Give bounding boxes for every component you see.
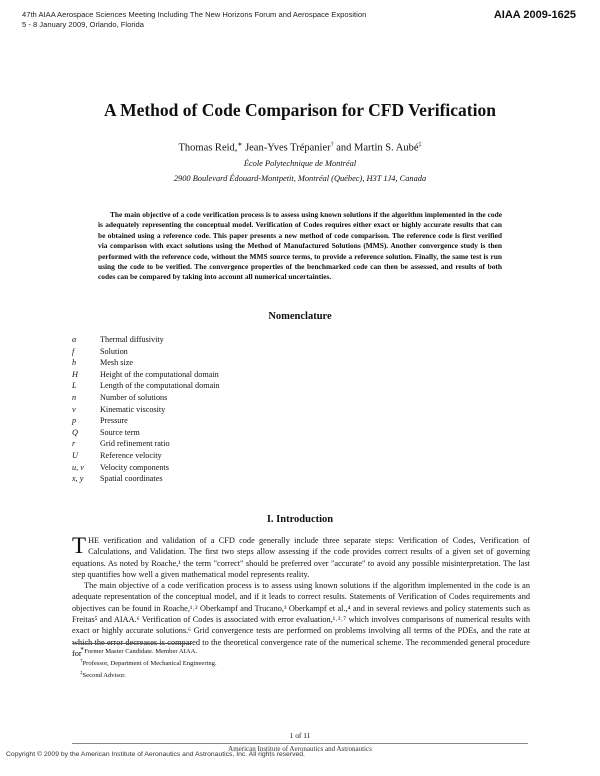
date-line: 5 - 8 January 2009, Orlando, Florida — [22, 19, 144, 29]
footnotes — [80, 645, 217, 680]
nomenclature-row — [72, 357, 220, 369]
footer-institute: American Institute of Aeronautics and Astronautics — [228, 745, 372, 753]
nomenclature-row — [72, 415, 220, 427]
nomenclature-meaning: Thermal diffusivity — [100, 335, 164, 344]
nomenclature-symbol: h — [72, 358, 77, 368]
nomenclature-meaning: Grid refinement ratio — [100, 439, 170, 449]
footnote-mark: ∗ — [80, 647, 85, 652]
footnote — [80, 645, 217, 657]
nomenclature-symbol: α — [72, 335, 77, 344]
introduction-body — [72, 535, 530, 659]
intro-paragraph-2: The main objective of a code verification process is to assess using known solutions if the algorithm implemented in the code is an adequate representation of the conceptual model, and if it leads to correct results. Statements of Verification of Codes requirements and objectives can be found in Roache,¹˒² Oberkampf and Trucano,³ Oberkampf et al.,⁴ and in several reviews and policy statements such as Freitas⁵ and AIAA.⁶ Verification of Codes is associated with error evaluation,¹˒²˒⁷ which involves comparisons of numerical results with exact or highly accurate solutions.⁶ Grid convergence tests are performed on problems involving all terms of the PDEs, and the rate at which the error decreases is compared to the theoretical convergence rate of the numerical scheme. The recommended general procedure for — [72, 581, 530, 658]
nomenclature-symbol: u, v — [72, 462, 84, 472]
nomenclature-meaning: Length of the computational domain — [100, 381, 220, 391]
nomenclature-list — [72, 334, 220, 485]
nomenclature-symbol: H — [72, 369, 78, 379]
nomenclature-symbol: ν — [72, 404, 76, 414]
author-3: and Martin S. Aubé — [333, 142, 419, 154]
author-2: Jean-Yves Trépanier — [242, 142, 331, 154]
intro-paragraph-1 — [72, 535, 530, 580]
nomenclature-symbol: x, y — [72, 474, 84, 484]
nomenclature-symbol: f — [72, 346, 75, 356]
paper-title: A Method of Code Comparison for CFD Verification — [104, 100, 496, 120]
nomenclature-row — [72, 380, 220, 392]
conference-line: 47th AIAA Aerospace Sciences Meeting Including The New Horizons Forum and Aerospace Exposition — [22, 10, 367, 19]
nomenclature-meaning: Mesh size — [100, 358, 133, 368]
nomenclature-row — [72, 462, 220, 474]
author-1: Thomas Reid, — [178, 142, 238, 154]
author-2-mark: † — [330, 142, 334, 148]
nomenclature-row — [72, 346, 220, 358]
footnote-text: Professor, Department of Mechanical Engineering. — [82, 659, 217, 667]
footnote-mark: ‡ — [80, 670, 83, 676]
abstract: The main objective of a code verification process is to assess using known solutions if the algorithm implemented in the code is adequately representing the conceptual model. Verification of Codes requires either exact or highly accurate results that can be obtained using a reference code. This paper presents a new method of code comparison. The reference code is first verified via comparison with exact solutions using the Method of Manufactured Solutions (MMS). Another convergence study is then performed with the reference code, without the MMS source terms, to provide a reference solution. Finally, the same test is run using the code to be verified. The convergence properties of the benchmarked code can then be assessed, and results of both codes can be compared by taking into account all numerical uncertainties. — [98, 210, 502, 282]
nomenclature-meaning: Number of solutions — [100, 392, 168, 402]
nomenclature-meaning: Kinematic viscosity — [100, 404, 166, 414]
nomenclature-meaning: Pressure — [100, 416, 128, 426]
nomenclature-symbol: L — [72, 381, 77, 391]
page-rule — [72, 743, 528, 744]
nomenclature-meaning: Solution — [100, 346, 128, 356]
author-1-mark: ∗ — [237, 142, 243, 148]
nomenclature-meaning: Spatial coordinates — [100, 474, 163, 484]
nomenclature-row — [72, 334, 220, 346]
nomenclature-meaning: Velocity components — [100, 462, 169, 472]
author-list — [0, 141, 600, 154]
footnote-mark: † — [80, 658, 83, 664]
nomenclature-meaning: Source term — [100, 427, 140, 437]
page-number: 1 of 11 — [289, 731, 311, 740]
affiliation-institution: École Polytechnique de Montréal — [243, 159, 357, 168]
nomenclature-row — [72, 369, 220, 381]
nomenclature-symbol: U — [72, 450, 78, 460]
intro-paragraph-1-text: HE verification and validation of a CFD code generally include three separate steps: Verification of Codes, Verification of Calculations, and Validation. The first two steps allow assessing if the code provides correct results of a given set of governing equations. As noted by Roache,¹ the term "correct" should be preferred over "accurate" to avoid any possible misinterpretation. The last step quantifies how well a given mathematical model represents reality. — [72, 536, 530, 579]
footnote — [80, 657, 217, 669]
nomenclature-row — [72, 473, 220, 485]
nomenclature-row — [72, 392, 220, 404]
nomenclature-row — [72, 450, 220, 462]
nomenclature-symbol: Q — [72, 427, 78, 437]
footnote-text: Former Master Candidate. Member AIAA. — [84, 648, 198, 656]
drop-cap: T — [72, 533, 87, 558]
nomenclature-row — [72, 427, 220, 439]
conference-header — [22, 10, 366, 29]
introduction-heading: I. Introduction — [266, 514, 334, 525]
paper-number: AIAA 2009-1625 — [493, 9, 576, 21]
author-3-mark: ‡ — [418, 142, 422, 148]
nomenclature-symbol: r — [72, 439, 76, 449]
affiliation-address: 2900 Boulevard Édouard-Montpetit, Montréal (Québec), H3T 1J4, Canada — [173, 174, 427, 183]
footnote — [80, 669, 217, 681]
nomenclature-symbol: p — [72, 416, 77, 426]
nomenclature-meaning: Height of the computational domain — [100, 369, 219, 379]
nomenclature-heading: Nomenclature — [268, 311, 332, 322]
footnote-rule — [72, 643, 192, 644]
footnote-text: Second Advisor. — [82, 671, 126, 679]
nomenclature-symbol: n — [72, 392, 77, 402]
nomenclature-row — [72, 438, 220, 450]
nomenclature-row — [72, 404, 220, 416]
nomenclature-meaning: Reference velocity — [100, 450, 162, 460]
copyright-notice: Copyright © 2009 by the American Institute of Aeronautics and Astronautics, Inc. All rights reserved. — [6, 751, 305, 758]
